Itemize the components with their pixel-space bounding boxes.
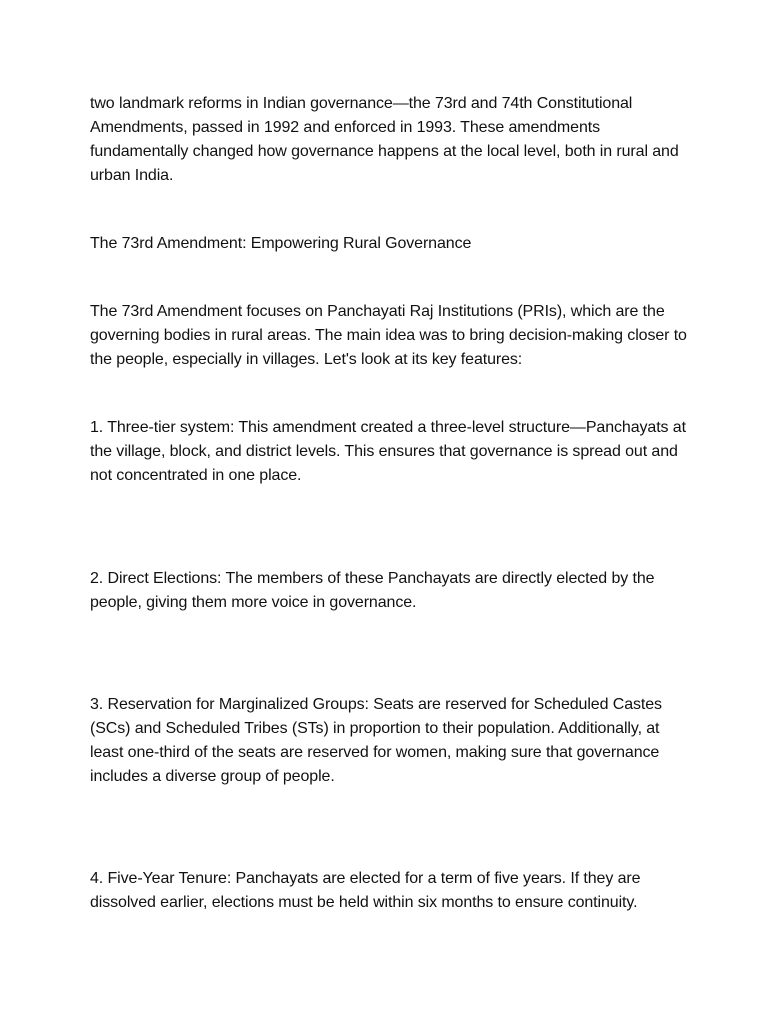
intro-paragraph: two landmark reforms in Indian governance—the 73rd and 74th Constitutional Amendments, passed in 1992 and enforced in 1993. These amendments fundamentally changed how governance happens at the local level, both in rural and urban India. xyxy=(90,95,679,184)
feature-three-tier-system: 1. Three-tier system: This amendment created a three-level structure—Panchayats at the village, block, and district levels. This ensures that governance is spread out and not concentrated in one place. xyxy=(90,419,686,484)
feature-five-year-tenure: 4. Five-Year Tenure: Panchayats are elected for a term of five years. If they are dissolved earlier, elections must be held within six months to ensure continuity. xyxy=(90,870,641,911)
section-heading: The 73rd Amendment: Empowering Rural Governance xyxy=(90,235,472,252)
feature-direct-elections: 2. Direct Elections: The members of these Panchayats are directly elected by the people, giving them more voice in governance. xyxy=(90,570,655,611)
feature-reservation-marginalized-groups: 3. Reservation for Marginalized Groups: Seats are reserved for Scheduled Castes (SCs) and Scheduled Tribes (STs) in proportion to their population. Additionally, at least one-third of the seats are reserved for women, making sure that governance includes a diverse group of people. xyxy=(90,696,662,785)
section-intro-paragraph: The 73rd Amendment focuses on Panchayati Raj Institutions (PRIs), which are the governing bodies in rural areas. The main idea was to bring decision-making closer to the people, especially in villages. Let's look at its key features: xyxy=(90,303,687,368)
